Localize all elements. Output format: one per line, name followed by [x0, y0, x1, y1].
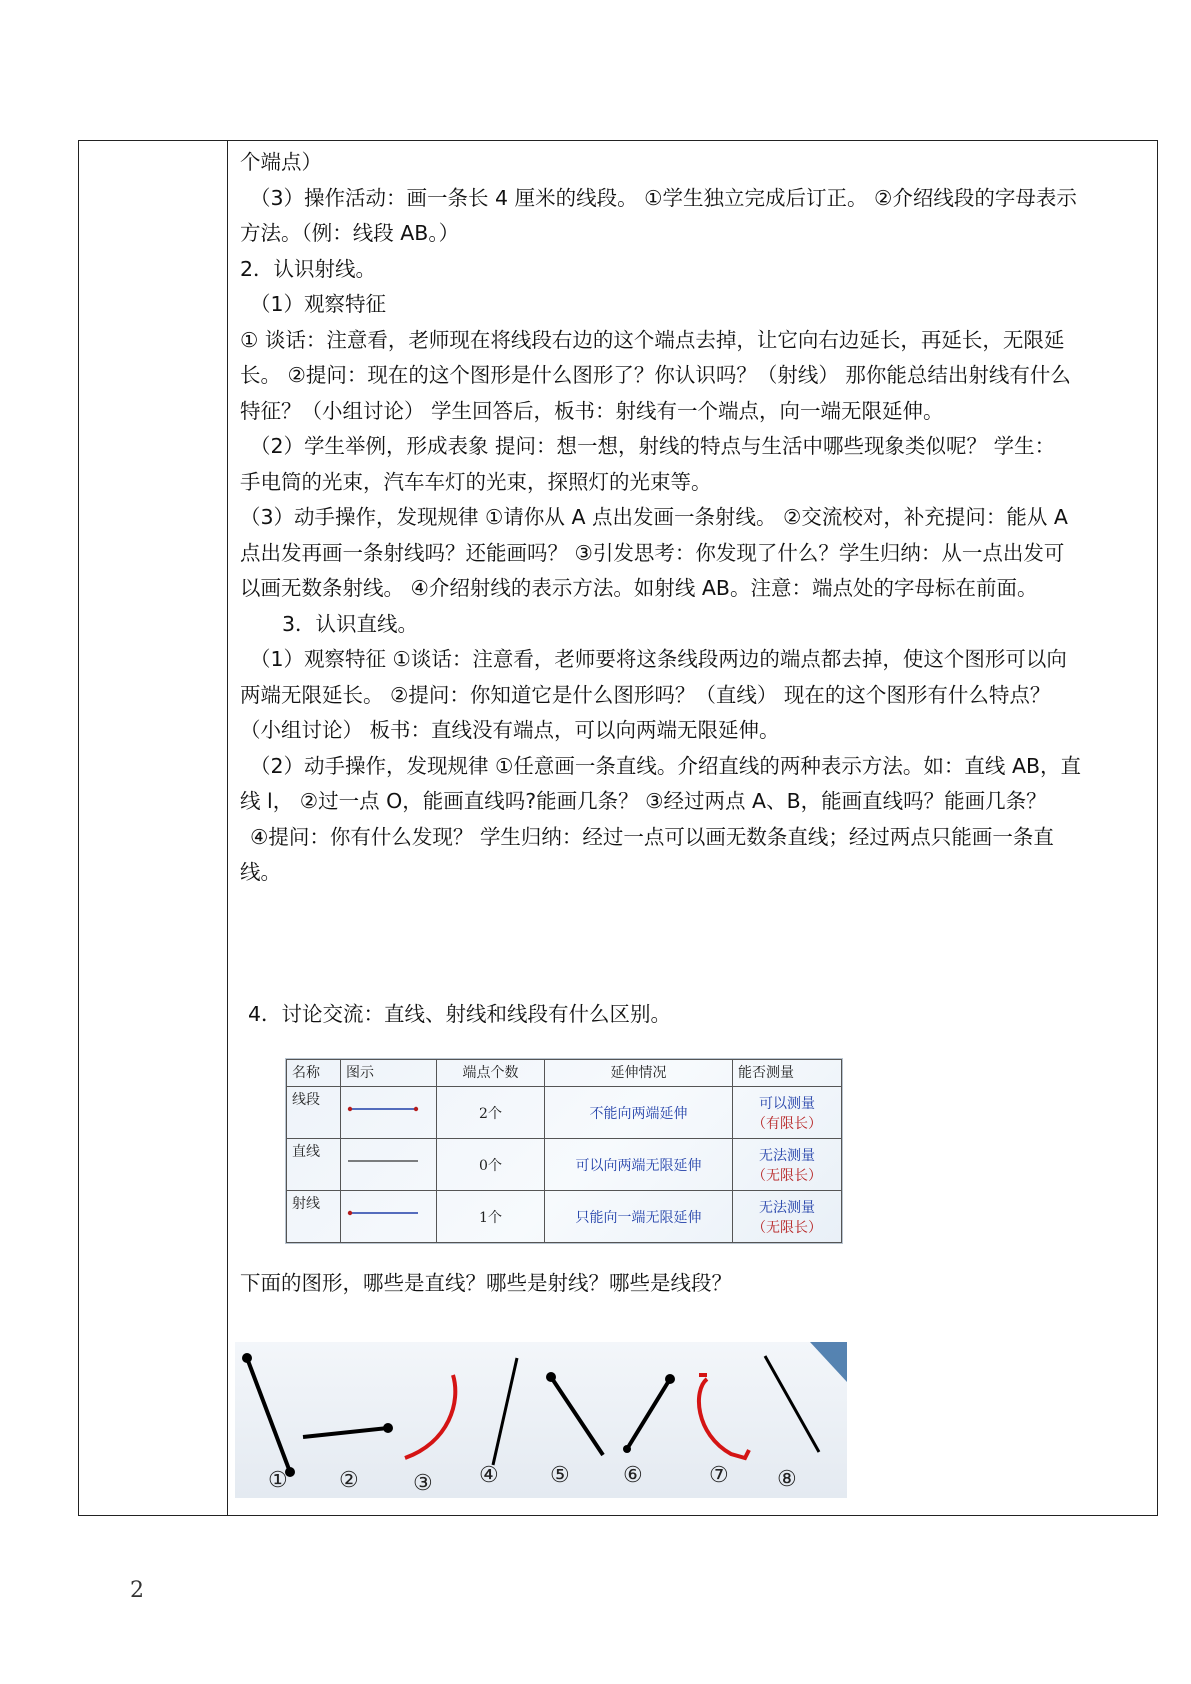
figure-label: ④	[479, 1463, 499, 1488]
text-line: （1）观察特征	[250, 292, 387, 316]
table-row	[287, 1139, 842, 1191]
figure-4	[493, 1358, 517, 1465]
section-heading-rays: 2．认识射线。	[240, 256, 377, 281]
endpoint-count: 0个	[437, 1139, 545, 1191]
text-line: ④提问：你有什么发现？ 学生归纳：经过一点可以画无数条直线；经过两点只能画一条直	[250, 824, 1054, 849]
text-line: （小组讨论） 板书：直线没有端点，可以向两端无限延伸。	[240, 718, 780, 742]
blank-space	[240, 891, 1150, 997]
text-line: 个端点）	[240, 150, 322, 174]
table-header-cell: 图示	[341, 1060, 437, 1087]
row-name: 射线	[287, 1191, 341, 1243]
section-heading-discussion: 4．讨论交流：直线、射线和线段有什么区别。	[248, 1001, 672, 1026]
measure-cell	[733, 1191, 842, 1243]
text-line: 两端无限延长。 ②提问：你知道它是什么图形吗？（直线） 现在的这个图形有什么特点？	[240, 682, 1051, 707]
figure-2	[303, 1423, 393, 1437]
figure-label: ⑦	[709, 1463, 729, 1488]
text-line: 以画无数条射线。 ④介绍射线的表示方法。如射线 AB。注意：端点处的字母标在前面。	[240, 576, 1038, 600]
comparison-table	[286, 1059, 842, 1243]
table-column-divider	[227, 140, 228, 1516]
measure-text: 无法测量	[759, 1199, 815, 1216]
text-line: （2）动手操作，发现规律 ①任意画一条直线。介绍直线的两种表示方法。如：直线 AB，直	[250, 753, 1082, 778]
endpoint-count: 2个	[437, 1087, 545, 1139]
length-text: （无限长）	[752, 1219, 822, 1236]
text-line: （1）观察特征 ①谈话：注意看，老师要将这条线段两边的端点都去掉，使这个图形可以向	[250, 647, 1067, 671]
segment-diagram	[341, 1087, 437, 1139]
figure-3-curve	[405, 1375, 455, 1458]
row-name: 线段	[287, 1087, 341, 1139]
section-heading-lines: 3．认识直线。	[282, 611, 419, 636]
text-line: 线。	[240, 860, 281, 884]
figure-1	[242, 1353, 295, 1477]
table-header-cell: 端点个数	[437, 1060, 545, 1087]
text-line: （3）动手操作，发现规律 ①请你从 A 点出发画一条射线。 ②交流校对，补充提问：能从 A	[240, 505, 1068, 529]
extension-text: 只能向一端无限延伸	[545, 1191, 733, 1243]
text-line: ① 谈话：注意看，老师现在将线段右边的这个端点去掉，让它向右边延长，再延长，无限延	[240, 327, 1065, 352]
lesson-content	[240, 145, 1150, 1032]
table-row	[287, 1087, 842, 1139]
question-text: 下面的图形，哪些是直线？哪些是射线？哪些是线段？	[240, 1271, 732, 1295]
text-line: （3）操作活动：画一条长 4 厘米的线段。 ①学生独立完成后订正。 ②介绍线段的字母表示	[250, 185, 1077, 210]
table-header-cell: 能否测量	[733, 1060, 842, 1087]
text-line: 特征？（小组讨论） 学生回答后，板书：射线有一个端点，向一端无限延伸。	[240, 398, 944, 423]
ray-diagram	[341, 1191, 437, 1243]
figure-5	[546, 1372, 603, 1455]
extension-text: 不能向两端延伸	[545, 1087, 733, 1139]
text-line: 手电筒的光束，汽车车灯的光束，探照灯的光束等。	[240, 469, 712, 494]
figure-label: ②	[339, 1468, 359, 1493]
length-text: （有限长）	[752, 1115, 822, 1132]
text-line: 点出发再画一条射线吗？还能画吗？ ③引发思考：你发现了什么？学生归纳：从一点出发可	[240, 540, 1065, 565]
table-header-cell: 名称	[287, 1060, 341, 1087]
figure-label: ⑧	[777, 1467, 797, 1492]
figure-label: ③	[413, 1471, 433, 1496]
figure-6	[623, 1374, 675, 1453]
figure-8	[765, 1356, 819, 1452]
text-line: 方法。（例：线段 AB。）	[240, 221, 460, 245]
measure-cell	[733, 1087, 842, 1139]
figures-svg	[235, 1342, 847, 1498]
figure-label: ⑥	[623, 1463, 643, 1488]
line-diagram	[341, 1139, 437, 1191]
table-row	[287, 1191, 842, 1243]
extension-text: 可以向两端无限延伸	[545, 1139, 733, 1191]
figures-image	[235, 1342, 847, 1498]
measure-cell	[733, 1139, 842, 1191]
figure-label: ⑤	[550, 1463, 570, 1488]
measure-text: 无法测量	[759, 1147, 815, 1164]
table-header-cell: 延伸情况	[545, 1060, 733, 1087]
measure-text: 可以测量	[759, 1095, 815, 1112]
row-name: 直线	[287, 1139, 341, 1191]
page-number: 2	[130, 1578, 144, 1603]
comparison-table-image	[285, 1058, 843, 1244]
figure-7-curve	[699, 1379, 749, 1458]
length-text: （无限长）	[752, 1167, 822, 1184]
endpoint-count: 1个	[437, 1191, 545, 1243]
table-header-row	[287, 1060, 842, 1087]
text-line: 线 l， ②过一点 O，能画直线吗?能画几条？ ③经过两点 A、B，能画直线吗？能画几条？	[240, 789, 1047, 813]
text-line: 长。 ②提问：现在的这个图形是什么图形了？你认识吗？（射线） 那你能总结出射线有什么	[240, 363, 1071, 387]
figure-label: ①	[268, 1468, 288, 1493]
text-line: （2）学生举例，形成表象 提问：想一想，射线的特点与生活中哪些现象类似呢？ 学生：	[250, 434, 1056, 458]
